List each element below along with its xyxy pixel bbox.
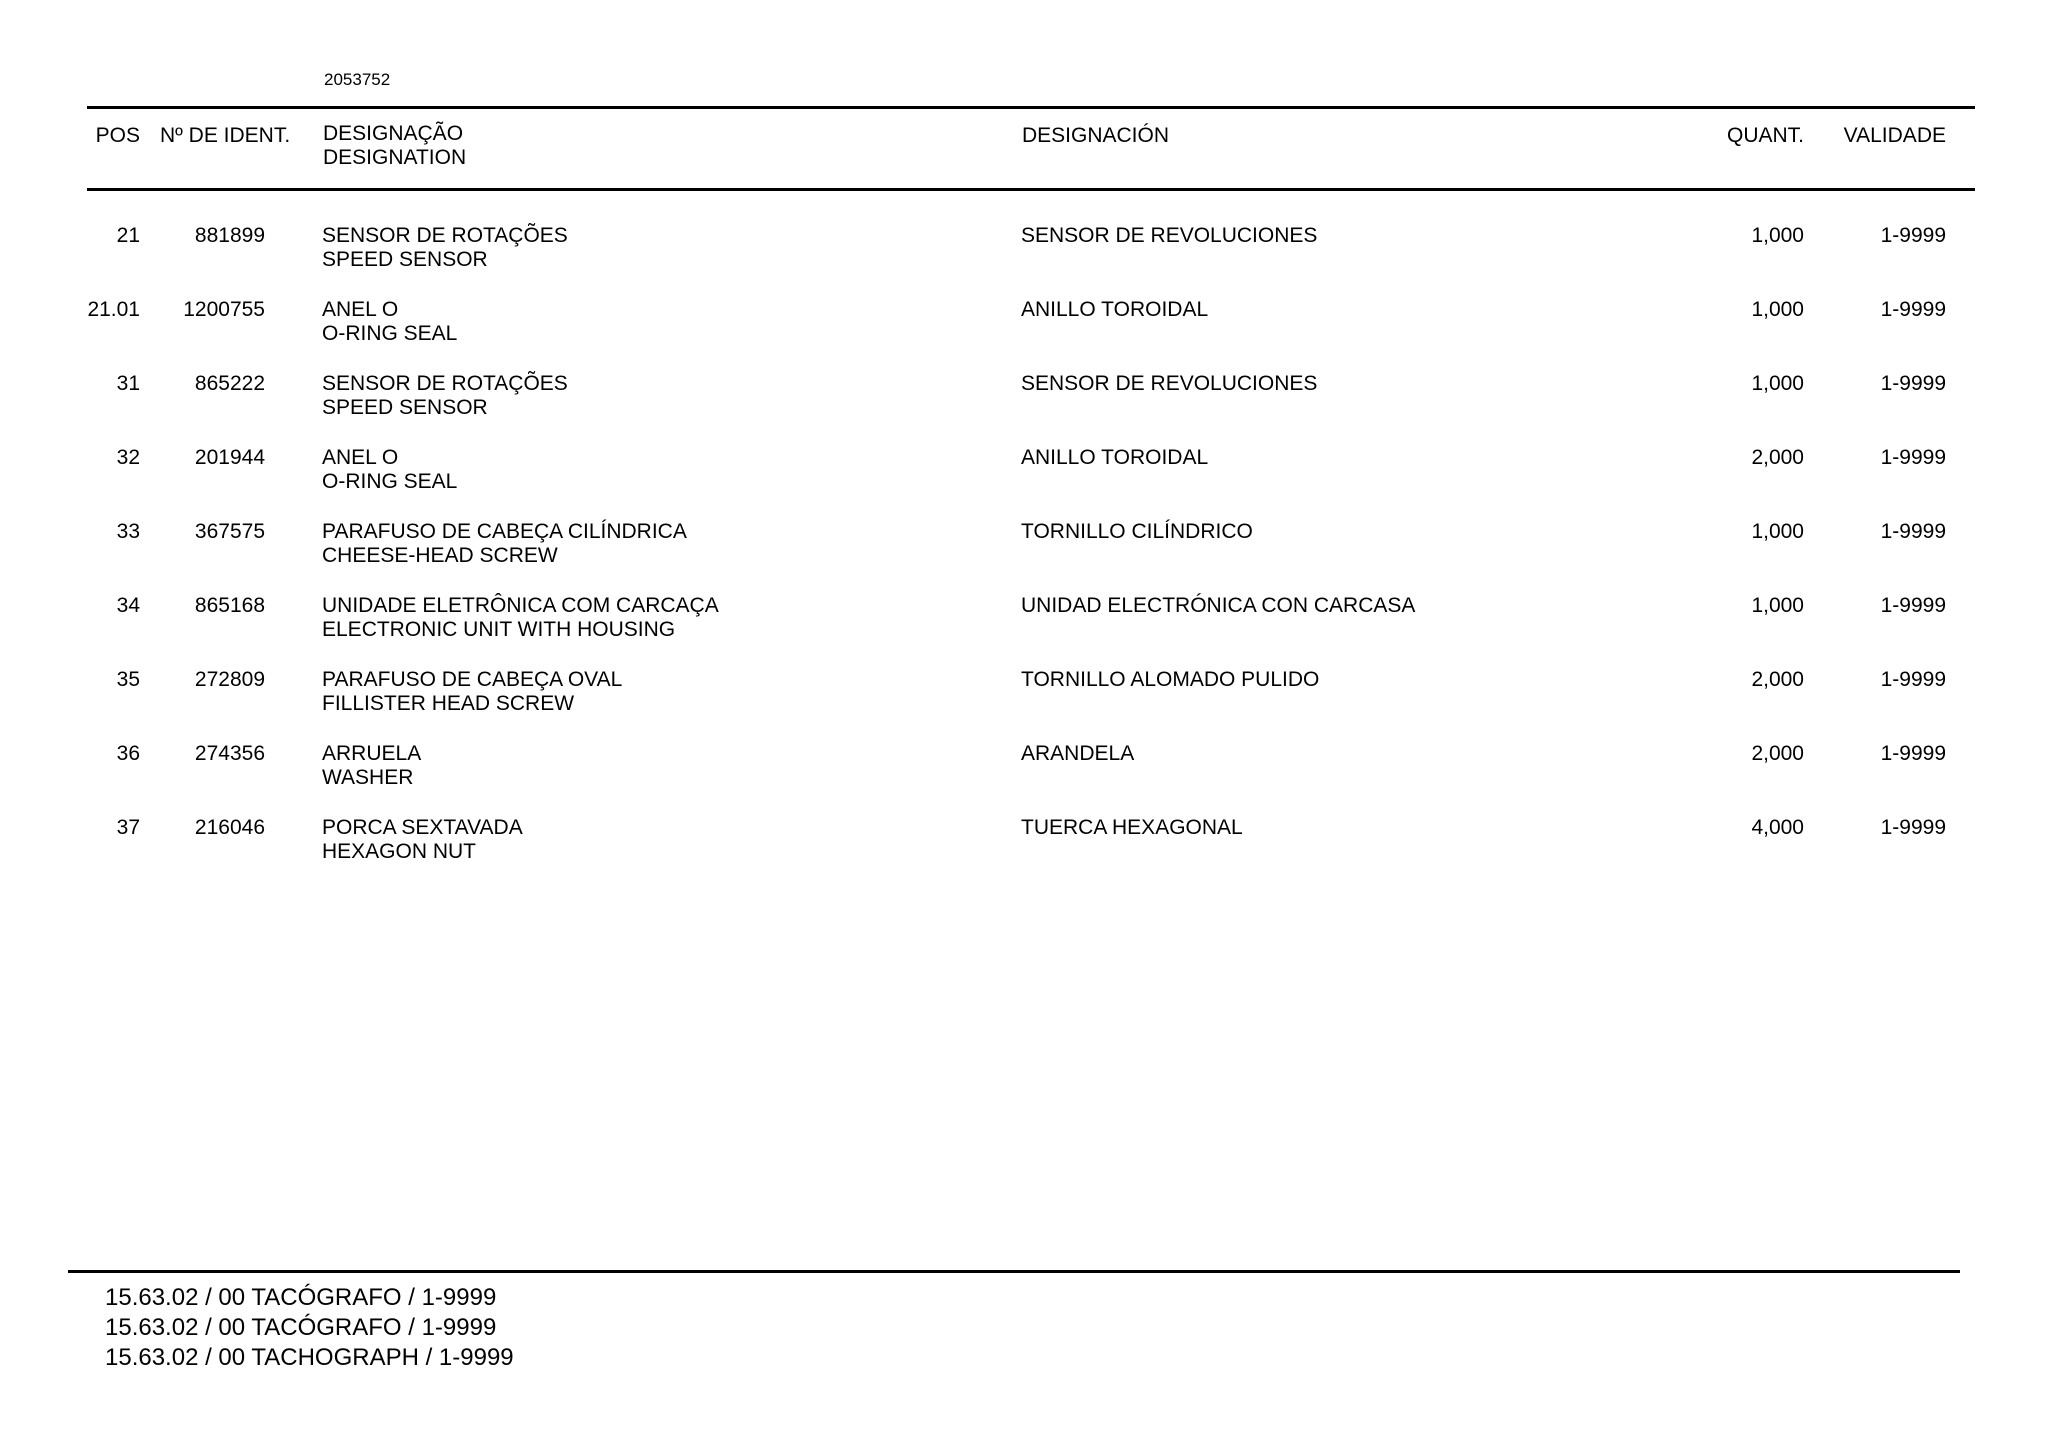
header-pos: POS: [95, 124, 140, 147]
row-designation-en: WASHER: [322, 766, 414, 789]
row-pos: 21.01: [87, 298, 140, 321]
header-designation: DESIGNATION: [323, 146, 467, 169]
row-quantity: 4,000: [1751, 816, 1804, 839]
row-designation-es: TUERCA HEXAGONAL: [1021, 816, 1243, 839]
row-designation: [322, 372, 568, 420]
row-quantity: 1,000: [1751, 594, 1804, 617]
row-designation-en: FILLISTER HEAD SCREW: [322, 692, 575, 715]
row-designation-pt: PARAFUSO DE CABEÇA OVAL: [322, 668, 623, 691]
row-designation-pt: UNIDADE ELETRÔNICA COM CARCAÇA: [322, 594, 719, 617]
header-quant: QUANT.: [1726, 124, 1804, 147]
row-designation-pt: SENSOR DE ROTAÇÕES: [322, 224, 568, 247]
row-validity: 1-9999: [1880, 372, 1946, 395]
row-designation-en: O-RING SEAL: [322, 470, 458, 493]
row-validity: 1-9999: [1880, 816, 1946, 839]
row-ident: 367575: [194, 520, 265, 543]
row-designation: [322, 816, 523, 864]
header-designacion: DESIGNACIÓN: [1022, 124, 1170, 147]
header-designation-pt-en: [323, 122, 466, 170]
footer-line: 15.63.02 / 00 TACÓGRAFO / 1-9999: [105, 1284, 497, 1311]
row-ident: 216046: [194, 816, 265, 839]
row-designation-es: TORNILLO ALOMADO PULIDO: [1021, 668, 1320, 691]
row-quantity: 1,000: [1751, 298, 1804, 321]
row-validity: 1-9999: [1880, 668, 1946, 691]
row-ident: 272809: [194, 668, 265, 691]
header-ident: Nº DE IDENT.: [160, 124, 291, 147]
row-designation-pt: ANEL O: [322, 446, 399, 469]
header-designacao: DESIGNAÇÃO: [323, 122, 464, 145]
row-designation: [322, 668, 622, 716]
row-designation-es: SENSOR DE REVOLUCIONES: [1021, 224, 1318, 247]
row-quantity: 1,000: [1751, 224, 1804, 247]
row-designation-es: ANILLO TOROIDAL: [1021, 298, 1209, 321]
header-validade: VALIDADE: [1843, 124, 1946, 147]
row-validity: 1-9999: [1880, 298, 1946, 321]
row-designation-en: SPEED SENSOR: [322, 248, 488, 271]
row-validity: 1-9999: [1880, 446, 1946, 469]
row-designation: [322, 520, 687, 568]
row-pos: 32: [116, 446, 140, 469]
row-designation-es: TORNILLO CILÍNDRICO: [1021, 520, 1253, 543]
row-validity: 1-9999: [1880, 224, 1946, 247]
row-ident: 881899: [194, 224, 265, 247]
footer-line: 15.63.02 / 00 TACÓGRAFO / 1-9999: [105, 1314, 497, 1341]
footer: [105, 1283, 514, 1373]
row-designation: [322, 224, 568, 272]
document-number: 2053752: [324, 70, 391, 89]
row-designation-pt: SENSOR DE ROTAÇÕES: [322, 372, 568, 395]
row-pos: 31: [116, 372, 140, 395]
row-pos: 21: [116, 224, 140, 247]
footer-rule: [68, 1270, 1960, 1273]
row-validity: 1-9999: [1880, 520, 1946, 543]
row-pos: 35: [116, 668, 140, 691]
header-rule: [87, 188, 1975, 191]
row-quantity: 1,000: [1751, 520, 1804, 543]
row-quantity: 2,000: [1751, 446, 1804, 469]
row-designation: [322, 298, 457, 346]
row-ident: 865222: [194, 372, 265, 395]
row-designation-es: ANILLO TOROIDAL: [1021, 446, 1209, 469]
row-ident: 1200755: [183, 298, 265, 321]
row-quantity: 2,000: [1751, 742, 1804, 765]
row-designation-en: ELECTRONIC UNIT WITH HOUSING: [322, 618, 676, 641]
row-designation: [322, 446, 457, 494]
row-pos: 37: [116, 816, 140, 839]
row-ident: 865168: [194, 594, 265, 617]
row-designation-pt: ANEL O: [322, 298, 399, 321]
row-designation-en: O-RING SEAL: [322, 322, 458, 345]
row-pos: 33: [116, 520, 140, 543]
row-designation-pt: ARRUELA: [322, 742, 422, 765]
row-designation-pt: PORCA SEXTAVADA: [322, 816, 523, 839]
row-pos: 36: [116, 742, 140, 765]
row-designation: [322, 742, 421, 790]
footer-line: 15.63.02 / 00 TACHOGRAPH / 1-9999: [105, 1344, 514, 1371]
row-quantity: 1,000: [1751, 372, 1804, 395]
row-designation-es: SENSOR DE REVOLUCIONES: [1021, 372, 1318, 395]
row-ident: 274356: [194, 742, 265, 765]
row-designation-en: SPEED SENSOR: [322, 396, 488, 419]
row-designation: [322, 594, 719, 642]
row-validity: 1-9999: [1880, 742, 1946, 765]
row-ident: 201944: [194, 446, 265, 469]
row-designation-en: CHEESE-HEAD SCREW: [322, 544, 558, 567]
row-designation-pt: PARAFUSO DE CABEÇA CILÍNDRICA: [322, 520, 687, 543]
row-pos: 34: [116, 594, 140, 617]
row-designation-es: ARANDELA: [1021, 742, 1135, 765]
row-designation-es: UNIDAD ELECTRÓNICA CON CARCASA: [1021, 594, 1416, 617]
top-rule: [87, 106, 1975, 109]
row-quantity: 2,000: [1751, 668, 1804, 691]
row-validity: 1-9999: [1880, 594, 1946, 617]
row-designation-en: HEXAGON NUT: [322, 840, 477, 863]
